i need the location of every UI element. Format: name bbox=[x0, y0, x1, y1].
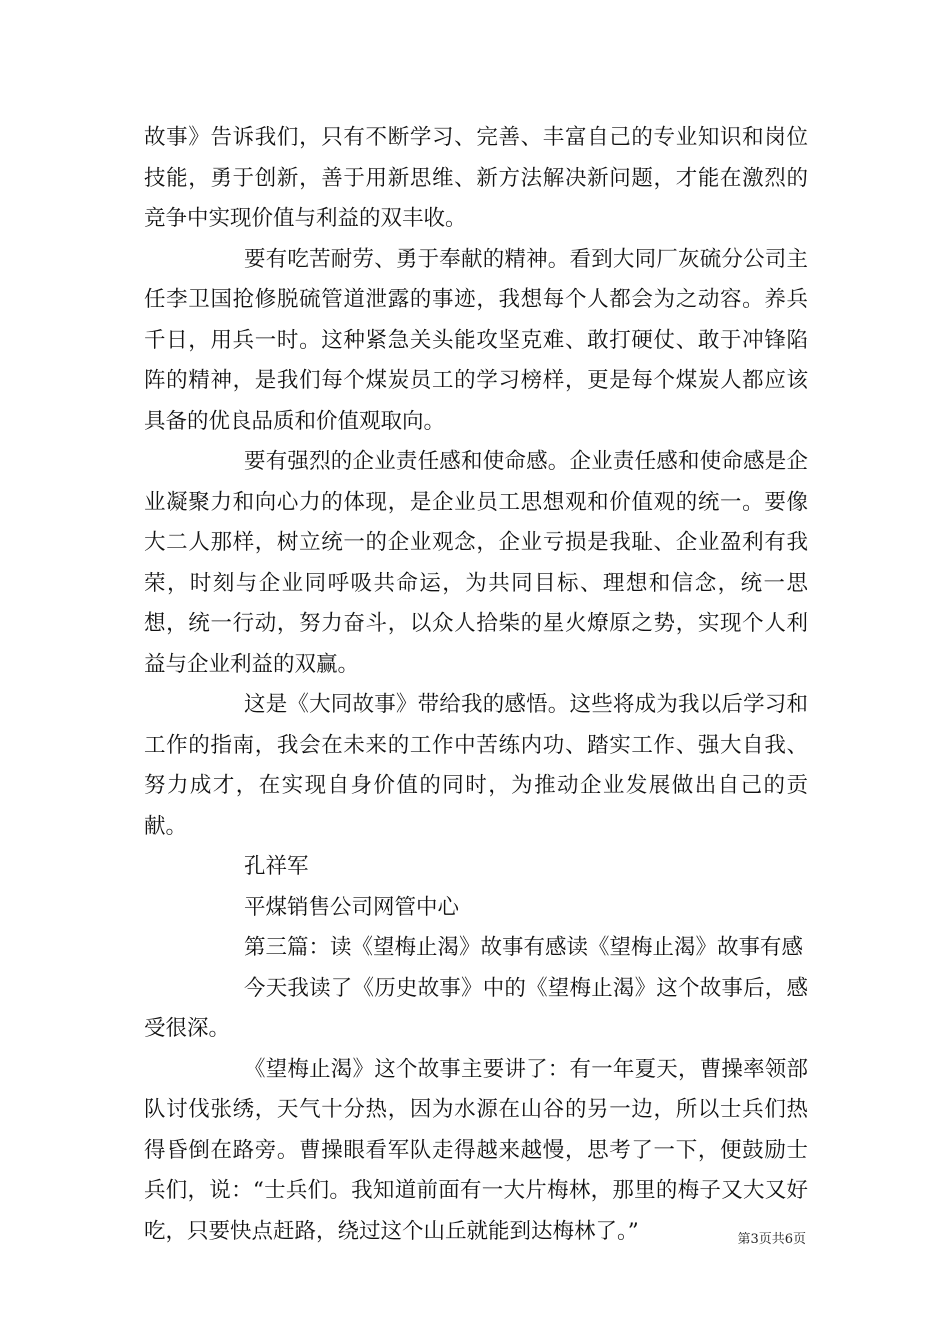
author-name: 孔祥军 bbox=[244, 854, 309, 879]
document-body bbox=[144, 118, 808, 1252]
author-organization: 平煤销售公司网管中心 bbox=[244, 894, 460, 920]
paragraph-2: 要有吃苦耐劳、勇于奉献的精神。看到大同厂灰硫分公司主任李卫国抢修脱硫管道泄露的事迹，我想每个人都会为之动容。养兵千日，用兵一时。这种紧急关头能攻坚克难、敢打硬仗、敢于冲锋陷阵的精神，是我们每个煤炭员工的学习榜样，更是每个煤炭人都应该具备的优良品质和价值观取向。 bbox=[144, 246, 808, 434]
section-heading: 第三篇：读《望梅止渴》故事有感读《望梅止渴》故事有感 bbox=[244, 935, 804, 960]
paragraph-1: 故事》告诉我们，只有不断学习、完善、丰富自己的专业知识和岗位技能，勇于创新，善于用新思维、新方法解决新问题，才能在激烈的竞争中实现价值与利益的双丰收。 bbox=[144, 125, 808, 231]
page-number-footer: 第3页共6页 bbox=[737, 1232, 806, 1247]
paragraph-3: 要有强烈的企业责任感和使命感。企业责任感和使命感是企业凝聚力和向心力的体现，是企业员工思想观和价值观的统一。要像大二人那样，树立统一的企业观念，企业亏损是我耻、企业盈利有我荣，时刻与企业同呼吸共命运，为共同目标、理想和信念，统一思想，统一行动，努力奋斗，以众人拾柴的星火燎原之势，实现个人利益与企业利益的双赢。 bbox=[144, 449, 808, 677]
paragraph-6: 《望梅止渴》这个故事主要讲了：有一年夏天，曹操率领部队讨伐张绣，天气十分热，因为水源在山谷的另一边，所以士兵们热得昏倒在路旁。曹操眼看军队走得越来越慢，思考了一下，便鼓励士兵们，说：“士兵们。我知道前面有一大片梅林，那里的梅子又大又好吃，只要快点赶路，绕过这个山丘就能到达梅林了。” bbox=[144, 1056, 808, 1244]
paragraph-5: 今天我读了《历史故事》中的《望梅止渴》这个故事后，感受很深。 bbox=[144, 975, 808, 1041]
paragraph-4: 这是《大同故事》带给我的感悟。这些将成为我以后学习和工作的指南，我会在未来的工作中苦练内功、踏实工作、强大自我、努力成才，在实现自身价值的同时，为推动企业发展做出自己的贡献。 bbox=[144, 692, 808, 839]
